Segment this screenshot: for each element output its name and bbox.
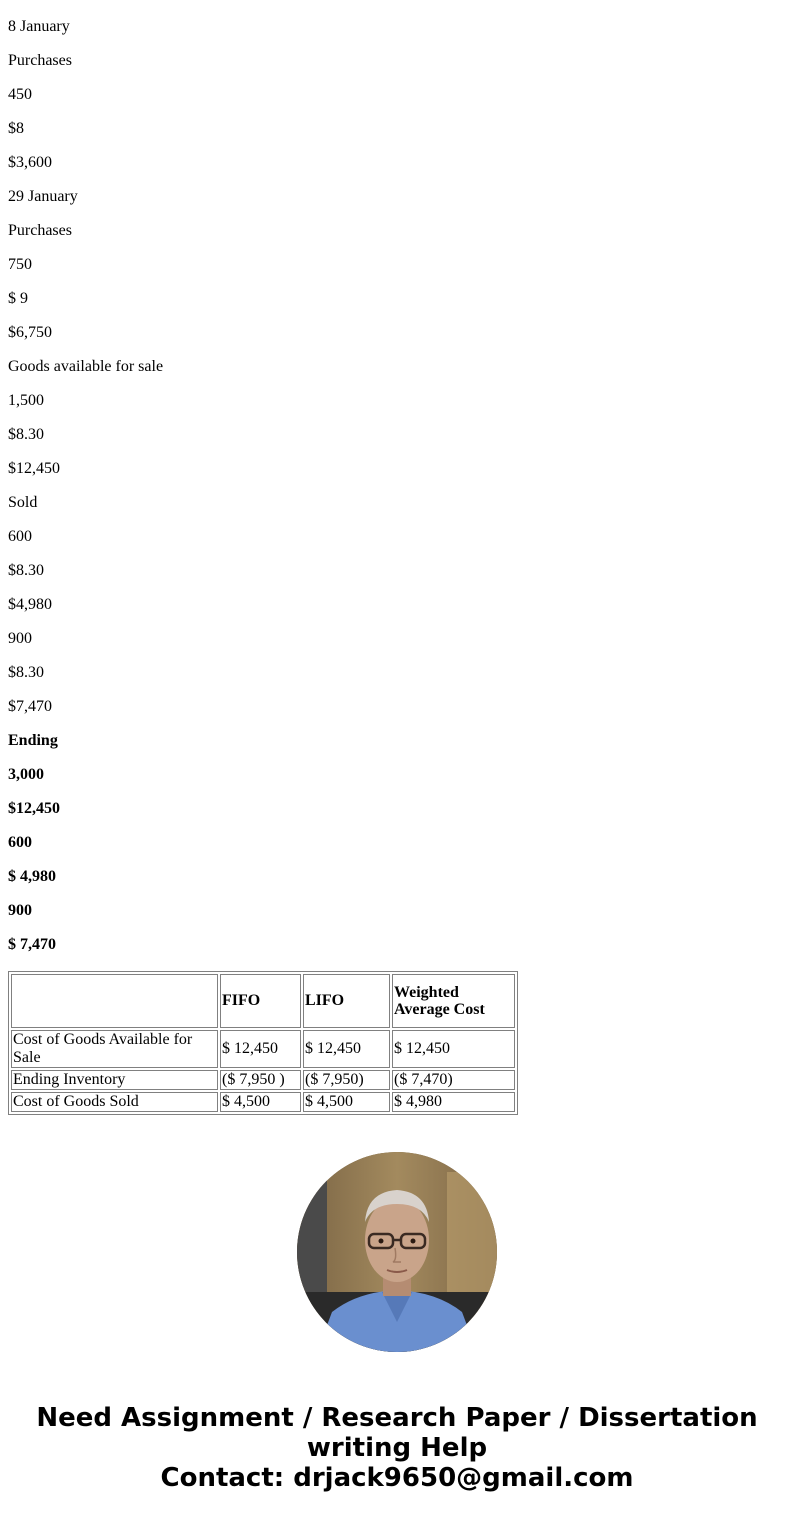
comparison-table-wrap <box>8 971 518 1115</box>
text-line: 1,500 <box>8 392 44 409</box>
text-line: $8.30 <box>8 562 44 579</box>
cell-weighted: $ 4,980 <box>392 1092 515 1112</box>
text-line: 900 <box>8 630 32 647</box>
header-fifo: FIFO <box>220 974 301 1028</box>
cell-weighted: $ 12,450 <box>392 1030 515 1068</box>
row-label: Ending Inventory <box>11 1070 218 1090</box>
text-line: $6,750 <box>8 324 52 341</box>
text-line-bold: $12,450 <box>8 800 60 817</box>
text-line-bold: 600 <box>8 834 32 851</box>
text-line: $4,980 <box>8 596 52 613</box>
text-line: 600 <box>8 528 32 545</box>
text-line: Purchases <box>8 52 72 69</box>
cell-weighted: ($ 7,470) <box>392 1070 515 1090</box>
text-line-bold: $ 4,980 <box>8 868 56 885</box>
header-weighted-line1: Weighted <box>394 983 459 1001</box>
table-row <box>11 1092 515 1112</box>
cell-fifo: $ 4,500 <box>220 1092 301 1112</box>
row-label: Cost of Goods Available for Sale <box>11 1030 218 1068</box>
row-label: Cost of Goods Sold <box>11 1092 218 1112</box>
cell-lifo: $ 4,500 <box>303 1092 390 1112</box>
footer-contact-email: Contact: drjack9650@gmail.com <box>160 1463 634 1493</box>
text-line-bold: Ending <box>8 732 58 749</box>
text-line: 450 <box>8 86 32 103</box>
text-line: $8.30 <box>8 426 44 443</box>
document-lines <box>8 18 163 970</box>
inventory-method-comparison-table <box>8 971 518 1115</box>
header-weighted-line2: Average Cost <box>394 1000 485 1018</box>
footer-line1: Need Assignment / Research Paper / Dissertation <box>36 1403 758 1433</box>
text-line-bold: 3,000 <box>8 766 44 783</box>
text-line: $8.30 <box>8 664 44 681</box>
text-line: $12,450 <box>8 460 60 477</box>
footer-line2: writing Help <box>306 1433 488 1463</box>
text-line: $8 <box>8 120 24 137</box>
footer-contact <box>0 1403 794 1493</box>
header-weighted-average <box>392 974 515 1028</box>
text-line: Goods available for sale <box>8 358 164 375</box>
header-blank-cell <box>11 974 218 1028</box>
text-line: Sold <box>8 494 38 511</box>
cell-lifo: ($ 7,950) <box>303 1070 390 1090</box>
table-header-row <box>11 974 515 1028</box>
text-line-bold: $ 7,470 <box>8 936 56 953</box>
text-line: 750 <box>8 256 32 273</box>
table-row <box>11 1070 515 1090</box>
text-line: Purchases <box>8 222 72 239</box>
author-avatar <box>297 1152 497 1352</box>
text-line: 29 January <box>8 188 78 205</box>
cell-fifo: ($ 7,950 ) <box>220 1070 301 1090</box>
cell-fifo: $ 12,450 <box>220 1030 301 1068</box>
header-lifo: LIFO <box>303 974 390 1028</box>
text-line-bold: 900 <box>8 902 32 919</box>
text-line: 8 January <box>8 18 70 35</box>
text-line: $ 9 <box>8 290 28 307</box>
author-portrait-icon <box>297 1152 497 1352</box>
table-row <box>11 1030 515 1068</box>
cell-lifo: $ 12,450 <box>303 1030 390 1068</box>
text-line: $3,600 <box>8 154 52 171</box>
text-line: $7,470 <box>8 698 52 715</box>
